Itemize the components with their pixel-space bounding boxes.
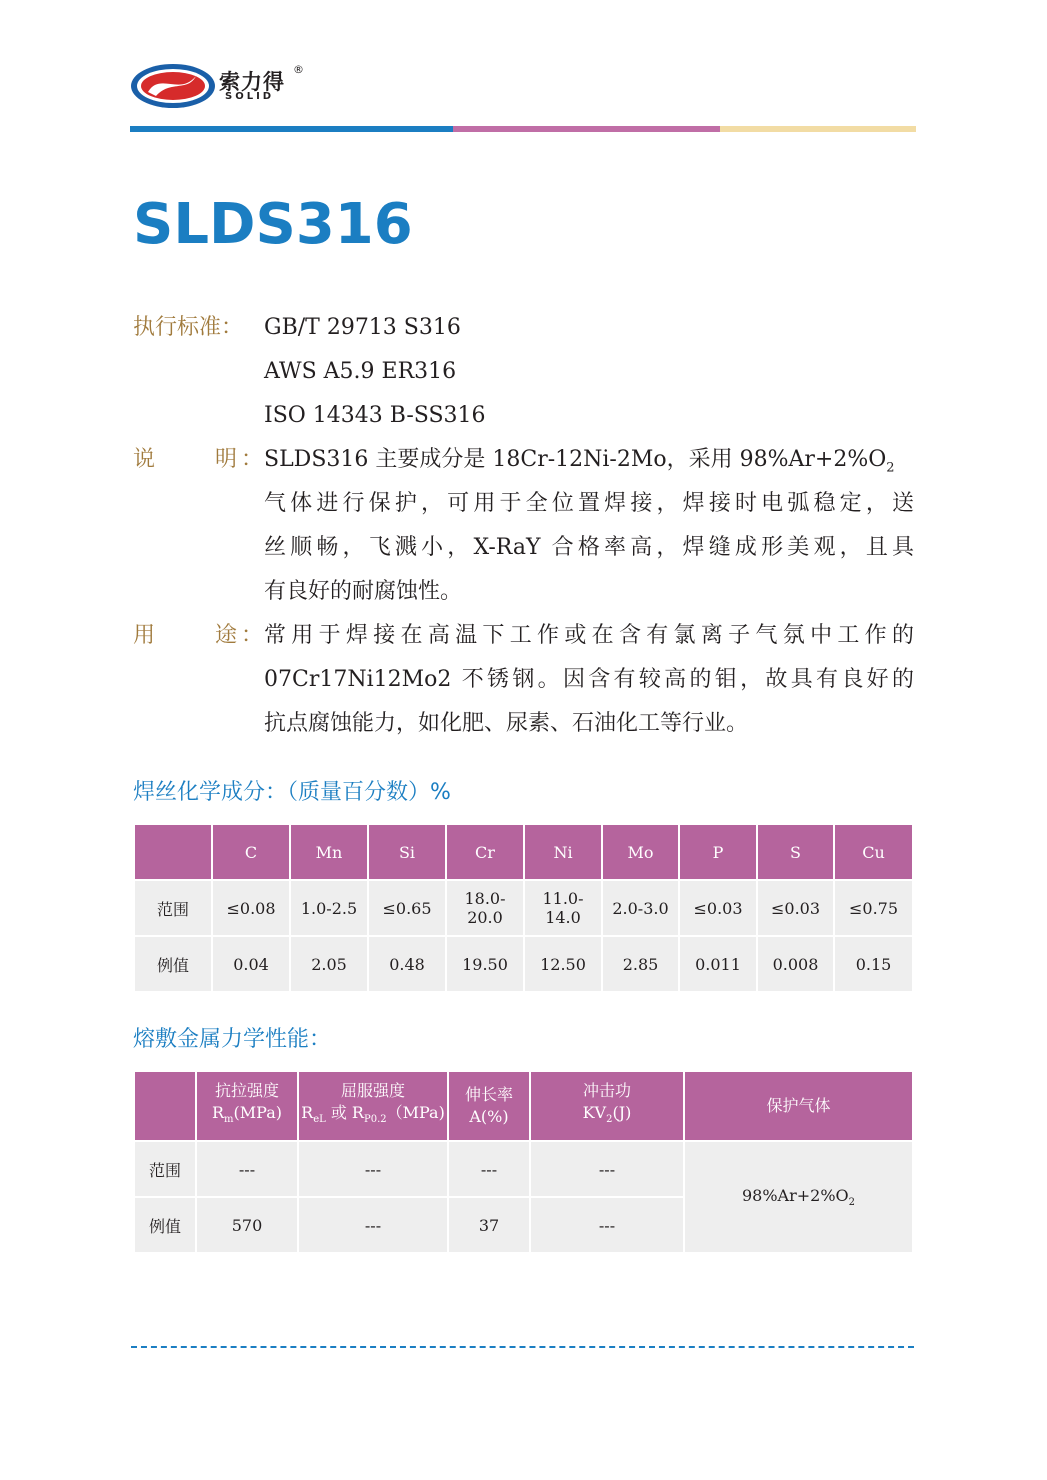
- table-cell: ---: [530, 1141, 684, 1197]
- column-header: Si: [368, 825, 446, 880]
- table-cell: ---: [298, 1197, 448, 1252]
- header-text: A(%): [469, 1107, 509, 1126]
- table-cell: ≤0.65: [368, 880, 446, 936]
- header-bar-magenta: [453, 126, 720, 132]
- logo-english-name: SOLID: [225, 91, 275, 102]
- chemistry-table: [135, 825, 912, 991]
- usage-line: 常用于焊接在高温下工作或在含有氯离子气氛中工作的: [264, 623, 914, 648]
- standard-label: 执行标准：: [133, 315, 244, 340]
- column-header: Cu: [834, 825, 912, 880]
- header-text: [197, 1102, 297, 1131]
- description-row: [133, 570, 923, 614]
- column-header: Cr: [446, 825, 524, 880]
- table-cell: 19.50: [446, 936, 524, 991]
- column-header: [135, 825, 212, 880]
- subscript: m: [224, 1114, 234, 1126]
- column-header: [448, 1072, 530, 1141]
- table-cell: 0.04: [212, 936, 290, 991]
- table-cell: 2.85: [602, 936, 679, 991]
- header-text: [531, 1102, 683, 1131]
- standard-row: [133, 350, 923, 394]
- header-bar-blue: [130, 126, 453, 132]
- table-cell: 11.0-14.0: [524, 880, 602, 936]
- table-cell: ≤0.03: [679, 880, 757, 936]
- column-header: P: [679, 825, 757, 880]
- header-symbol: R: [301, 1103, 314, 1123]
- column-header: Mo: [602, 825, 679, 880]
- table-cell: 18.0-20.0: [446, 880, 524, 936]
- description-label-char: 说: [133, 447, 156, 472]
- header-text: 屈服强度: [340, 1081, 405, 1101]
- description-line: 气体进行保护，可用于全位置焊接，焊接时电弧稳定，送: [264, 491, 914, 516]
- brand-logo: [130, 62, 330, 110]
- chemistry-heading: 焊丝化学成分：（质量百分数）%: [133, 780, 451, 805]
- standard-row: [133, 306, 923, 350]
- header-bar-yellow: [720, 126, 916, 132]
- subscript: P0.2: [363, 1114, 387, 1126]
- row-label: 范围: [135, 880, 212, 936]
- column-header: [530, 1072, 684, 1141]
- table-cell: 0.15: [834, 936, 912, 991]
- header-symbol: R: [212, 1103, 225, 1123]
- standard-value: GB/T 29713 S316: [264, 315, 461, 340]
- standard-value: AWS A5.9 ER316: [264, 359, 457, 384]
- subscript: 2: [606, 1114, 613, 1126]
- product-title: SLDS316: [133, 192, 413, 257]
- description-row: [133, 482, 923, 526]
- product-info: [133, 306, 923, 746]
- standard-row: [133, 394, 923, 438]
- footer-divider: [131, 1346, 914, 1348]
- description-row: [133, 438, 923, 482]
- table-cell: ≤0.75: [834, 880, 912, 936]
- header-symbol: KV: [582, 1103, 607, 1123]
- table-header-row: [135, 825, 912, 880]
- column-header: S: [757, 825, 834, 880]
- usage-label-char: 用: [133, 623, 156, 648]
- row-label: 例值: [135, 936, 212, 991]
- table-cell: 0.008: [757, 936, 834, 991]
- table-cell: ---: [298, 1141, 448, 1197]
- description-text: SLDS316 主要成分是 18Cr-12Ni-2Mo，采用 98%Ar+2%O: [264, 447, 887, 472]
- header-unit: (MPa): [233, 1103, 282, 1123]
- subscript: 2: [848, 1197, 856, 1209]
- header-unit: （MPa): [386, 1103, 445, 1123]
- logo-chinese-name: 索力得: [219, 70, 285, 94]
- column-header: [196, 1072, 298, 1141]
- table-header-row: [135, 1072, 912, 1141]
- usage-label-colon: ：: [241, 623, 264, 648]
- description-label-colon: ：: [241, 447, 264, 472]
- table-cell: ---: [196, 1141, 298, 1197]
- table-cell: 12.50: [524, 936, 602, 991]
- header-text: 伸长率: [464, 1085, 513, 1104]
- subscript: 2: [886, 460, 895, 476]
- usage-line: 抗点腐蚀能力，如化肥、尿素、石油化工等行业。: [264, 711, 749, 736]
- column-header: [135, 1072, 196, 1141]
- column-header: Ni: [524, 825, 602, 880]
- table-cell: 0.48: [368, 936, 446, 991]
- table-cell: ---: [448, 1141, 530, 1197]
- description-label-char: 明: [215, 447, 238, 472]
- description-row: [133, 526, 923, 570]
- header-unit: (J): [612, 1103, 632, 1123]
- header-symbol: 或 R: [325, 1103, 364, 1123]
- table-cell: 2.05: [290, 936, 368, 991]
- column-header: [298, 1072, 448, 1141]
- gas-value: 98%Ar+2%O: [741, 1185, 849, 1205]
- solid-logo-icon: [130, 62, 216, 110]
- usage-row: [133, 702, 923, 746]
- table-row: [135, 936, 912, 991]
- mechanical-heading: 熔敷金属力学性能：: [133, 1027, 332, 1052]
- registered-mark: ®: [293, 63, 304, 76]
- table-cell: ≤0.03: [757, 880, 834, 936]
- column-header: C: [212, 825, 290, 880]
- table-cell: 37: [448, 1197, 530, 1252]
- table-cell: 0.011: [679, 936, 757, 991]
- subscript: eL: [313, 1114, 326, 1126]
- standard-value: ISO 14343 B-SS316: [264, 403, 486, 428]
- row-label: 范围: [135, 1141, 196, 1197]
- header-text: [299, 1102, 447, 1131]
- row-label: 例值: [135, 1197, 196, 1252]
- header-text: 抗拉强度: [214, 1081, 279, 1101]
- table-row: [135, 880, 912, 936]
- table-cell: ≤0.08: [212, 880, 290, 936]
- usage-line: 07Cr17Ni12Mo2 不锈钢。因含有较高的钼，故具有良好的: [264, 667, 914, 692]
- table-row: [135, 1141, 912, 1197]
- table-cell: 1.0-2.5: [290, 880, 368, 936]
- shielding-gas-cell: [684, 1141, 912, 1252]
- description-line: 丝顺畅，飞溅小，X-RaY 合格率高，焊缝成形美观，且具: [264, 535, 914, 560]
- description-line: 有良好的耐腐蚀性。: [264, 579, 463, 604]
- header-text: 冲击功: [582, 1081, 631, 1101]
- table-cell: ---: [530, 1197, 684, 1252]
- usage-label-char: 途: [215, 623, 238, 648]
- usage-row: [133, 614, 923, 658]
- table-cell: 2.0-3.0: [602, 880, 679, 936]
- column-header: 保护气体: [684, 1072, 912, 1141]
- mechanical-table: [135, 1072, 912, 1252]
- table-cell: 570: [196, 1197, 298, 1252]
- usage-row: [133, 658, 923, 702]
- column-header: Mn: [290, 825, 368, 880]
